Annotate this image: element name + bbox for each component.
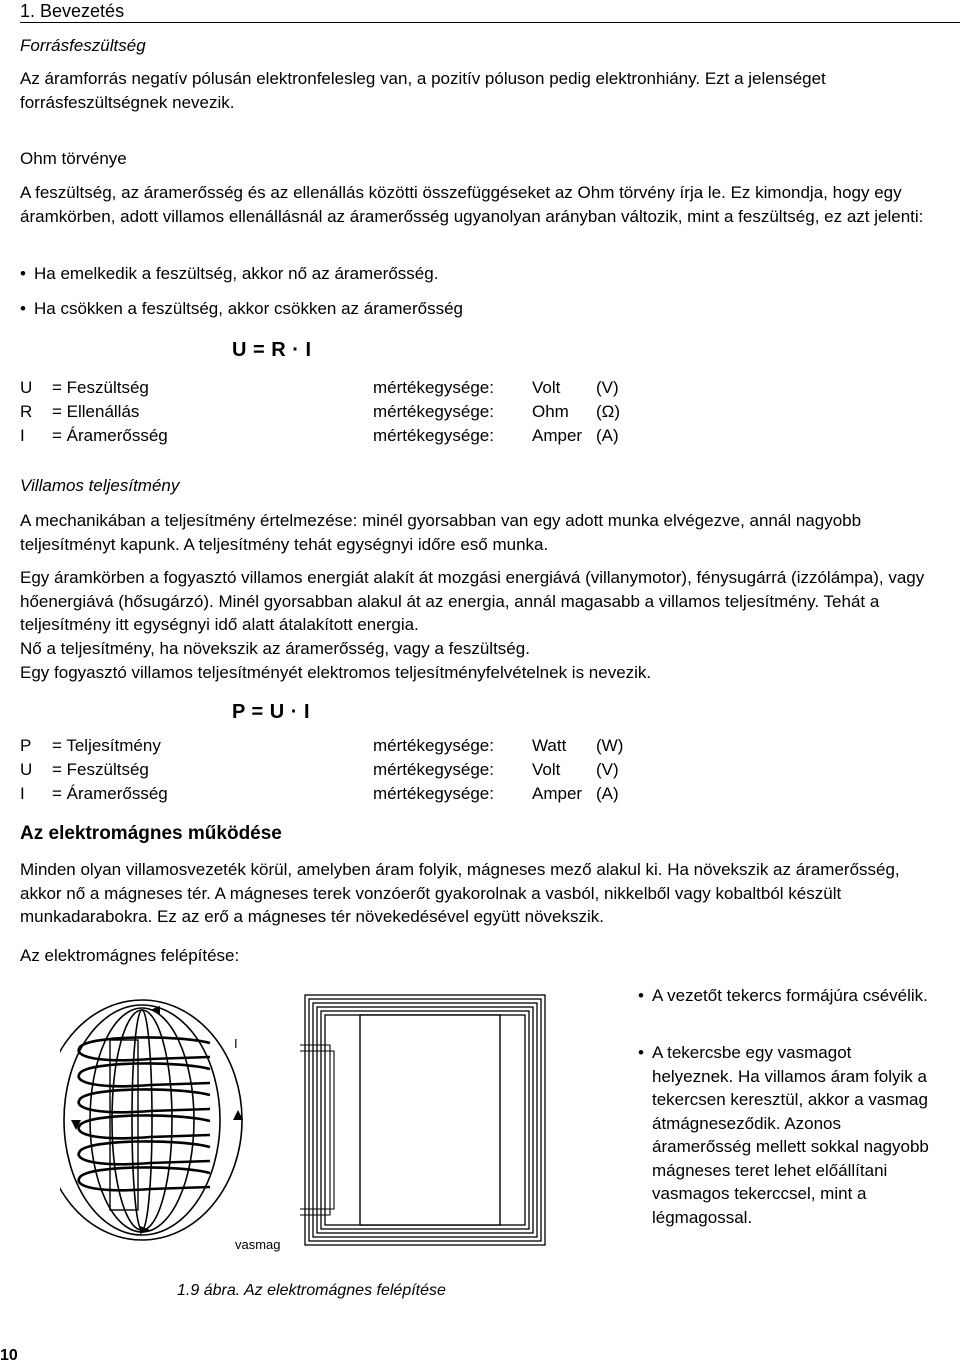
def-label: mértékegysége:: [373, 784, 494, 803]
def-name: = Áramerősség: [52, 784, 168, 803]
ohm-definition-row: [20, 378, 720, 402]
def-name: = Feszültség: [52, 378, 149, 397]
electromagnet-paragraph: Minden olyan villamosvezeték körül, amelyben áram folyik, mágneses mező alakul ki. Ha növekszik az áramerősség, akkor nő a mágneses tér. A mágneses terek vonzóerőt gyakorolnak a vasból, nikkelből vagy kobaltból készült munkadarabokra. Ez az erő a mágneses tér növekedésével együtt növekszik.: [20, 860, 900, 926]
def-abbr: (V): [596, 378, 619, 397]
def-label: mértékegysége:: [373, 378, 494, 397]
def-name: = Feszültség: [52, 760, 149, 779]
current-label: I: [234, 1036, 238, 1051]
def-symbol: U: [20, 378, 33, 397]
source-voltage-heading: Forrásfeszültség: [20, 36, 146, 55]
def-name: = Áramerősség: [52, 426, 168, 445]
source-voltage-paragraph: Az áramforrás negatív pólusán elektronfelesleg van, a pozitív póluson pedig elektronhiány. Ezt a jelenséget forrásfeszültségnek nevezik.: [20, 69, 826, 112]
field-line: [112, 1010, 172, 1230]
ohm-definition-row: [20, 426, 720, 450]
power-definition-row: [20, 784, 720, 808]
document-page: 1. Bevezetés Forrásfeszültség Az áramforrás negatív pólusán elektronfelesleg van, a pozitív póluson pedig elektronhiány. Ezt a jelenséget forrásfeszültségnek nevezik. Ohm törvénye A feszültség, az áramerősség és az ellenállás közötti összefüggéseket az Ohm törvény írja le. Ez kimondja, hogy egy áramkörben, adott villamos ellenállásnál az áramerősség ugyanolyan arányban változik, mint a feszültség, ez azt jelenti: • Ha emelkedik a feszültség, akkor nő az áramerősség. • Ha csökken a feszültség, akkor csökken az áramerősség U = R · I U = Feszültség mértékegysége: Volt (V) R = Ellenállás mértékegysége: Ohm (Ω) I = Áramerősség mértékegysége: Amper (A) Villamos teljesítmény A mechanikában a teljesítmény értelmezése: minél gyorsabban van egy adott munka elvégezve, annál nagyobb teljesítményt kapunk. A teljesítmény tehát egységnyi időre eső munka. Egy áramkörben a fogyasztó villamos energiát alakít át mozgási energiává (villanymotor), fénysugárrá (izzólámpa), vagy hőenergiává (hősugárzó). Minél gyorsabban alakul át az energia, annál magasabb a villamos teljesítmény. Tehát a teljesítmény itt egységnyi idő alatt átalakított energia. Nő a teljesítmény, ha növekszik az áramerősség, vagy a feszültség. Egy fogyasztó villamos teljesítményét elektromos teljesítményfelvételnek is nevezik. P = U · I P = Teljesítmény mértékegysége: Watt (W) U = Feszültség mértékegysége: Volt (V) I = Áramerősség mértékegysége: Amper (A) Az elektromágnes működése Minden olyan villamosvezeték körül, amelyben áram folyik, mágneses mező alakul ki. Ha növekszik az áramerősség, akkor nő a mágneses tér. A mágneses terek vonzóerőt gyakorolnak a vasból, nikkelből vagy kobaltból készült munkadarabokra. Ez az erő a mágneses tér növekedésével együtt növekszik. Az elektromágnes felépítése: • A vezetőt tekercs formájúra csévélik. • A tekercsbe egy vasmagot helyeznek. Ha villamos áram folyik a tekercsen keresztül, akkor a vasmag átmágneseződik. Azonos áramerősség mellett sokkal nagyobb mágneses teret lehet előállítani vasmagos tekerccsel, mint a légmagossal. I vasmag 1.9 ábra. Az elektromágnes felépítése 10: [0, 0, 960, 1367]
ohm-heading: Ohm törvénye: [20, 149, 127, 168]
def-abbr: (A): [596, 784, 619, 803]
def-unit: Amper: [532, 426, 583, 445]
def-unit: Amper: [532, 784, 583, 803]
core-label: vasmag: [235, 1237, 281, 1252]
coil-windings: [79, 1037, 210, 1190]
ohm-formula: U = R · I: [232, 339, 312, 361]
def-abbr: (A): [596, 426, 619, 445]
def-label: mértékegysége:: [373, 426, 494, 445]
chapter-title: 1. Bevezetés: [20, 1, 125, 21]
def-unit: Watt: [532, 736, 567, 755]
power-paragraph-2: Egy áramkörben a fogyasztó villamos energiát alakít át mozgási energiává (villanymotor), fénysugárrá (izzólámpa), vagy hőenergiává (hősugárzó). Minél gyorsabban alakul át az energia, annál magasabb a villamos teljesítmény. Tehát a teljesítmény itt egységnyi idő alatt átalakított energia.: [20, 568, 925, 634]
chapter-rule: [20, 22, 960, 23]
page-number: 10: [0, 1347, 18, 1364]
def-label: mértékegysége:: [373, 736, 494, 755]
power-paragraph-3: Nő a teljesítmény, ha növekszik az áramerősség, vagy a feszültség.: [20, 639, 530, 658]
bullet-dot: •: [638, 1043, 644, 1062]
def-label: mértékegysége:: [373, 760, 494, 779]
ohm-paragraph: A feszültség, az áramerősség és az ellenállás közötti összefüggéseket az Ohm törvény írja le. Ez kimondja, hogy egy áramkörben, adott villamos ellenállásnál az áramerősség ugyanolyan arányban változik, mint a feszültség, ez azt jelenti:: [20, 183, 924, 226]
power-formula: P = U · I: [232, 701, 311, 723]
def-unit: Volt: [532, 760, 561, 779]
def-symbol: I: [20, 426, 25, 445]
power-paragraph-1: A mechanikában a teljesítmény értelmezése: minél gyorsabban van egy adott munka elvégezve, annál nagyobb teljesítményt kapunk. A teljesítmény tehát egységnyi időre eső munka.: [20, 511, 862, 554]
bullet-dot: •: [638, 986, 644, 1005]
def-symbol: P: [20, 736, 32, 755]
def-abbr: (W): [596, 736, 624, 755]
def-symbol: I: [20, 784, 25, 803]
electromagnet-structure-label: Az elektromágnes felépítése:: [20, 946, 240, 965]
power-definition-row: [20, 760, 720, 784]
field-line: [132, 1010, 152, 1230]
def-label: mértékegysége:: [373, 402, 494, 421]
def-unit: Volt: [532, 378, 561, 397]
def-abbr: (V): [596, 760, 619, 779]
def-unit: Ohm: [532, 402, 569, 421]
figure-caption: 1.9 ábra. Az elektromágnes felépítése: [177, 1282, 446, 1299]
ohm-definition-row: [20, 402, 720, 426]
def-name: = Ellenállás: [52, 402, 140, 421]
def-symbol: U: [20, 760, 33, 779]
power-heading: Villamos teljesítmény: [20, 476, 180, 495]
def-symbol: R: [20, 402, 33, 421]
electromagnet-heading: Az elektromágnes működése: [20, 823, 282, 844]
bullet-dot: •: [20, 264, 26, 283]
coil-field-diagram: [60, 985, 300, 1270]
frame-core-diagram: [300, 985, 590, 1270]
power-definition-row: [20, 736, 720, 760]
def-abbr: (Ω): [596, 402, 621, 421]
def-name: = Teljesítmény: [52, 736, 161, 755]
frame-window: [360, 1015, 500, 1225]
field-line: [90, 1008, 194, 1232]
power-paragraph-4: Egy fogyasztó villamos teljesítményét elektromos teljesítményfelvételnek is nevezik.: [20, 663, 652, 682]
bullet-dot: •: [20, 299, 26, 318]
